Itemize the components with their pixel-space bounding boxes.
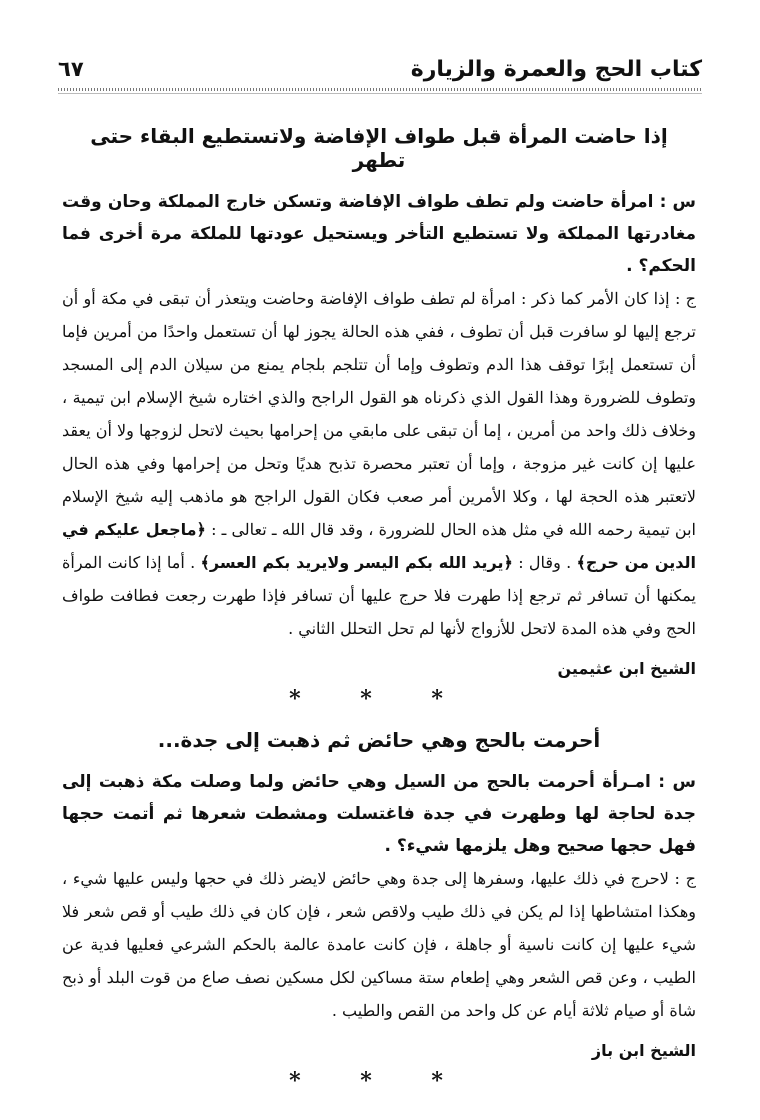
sheikh-attribution-2: الشيخ ابن باز xyxy=(591,1041,696,1060)
quran-verse-2: ﴿يريد الله بكم اليسر ولايريد بكم العسر﴾ xyxy=(200,553,513,572)
answer-1-text-a: ج : إذا كان الأمر كما ذكر : امرأة لم تطف طواف الإفاضة وحاضت ويتعذر أن تبقى في مكة أو أن ترجع إليها لو سافرت قبل أن تطوف ، ففي هذه الحالة يجوز لها أن تستعمل واحدًا من أمرين فإما أن تستعمل إبرًا توقف هذا الدم وتطوف وإما أن تتلجم بلجام يمنع من سيلان الدم إلى المسجد وتطوف للضرورة وهذا القول الذي ذكرناه هو القول الراجح والذي اختاره شيخ الإسلام ابن تيمية ، وخلاف ذلك واحد من أمرين ، إما أن تبقى على مابقي من إحرامها بحيث لاتحل لزوجها ولا أن يعقد عليها إن كانت غير مزوجة ، وإما أن تعتبر محصرة تذبح هديًا وتحل من إحرامها وفي هذه الحال لاتعتبر هذه الحجة لها ، وكلا الأمرين أمر صعب فكان القول الراجح هو ماذهب إليه شيخ الإسلام ابن تيمية رحمه الله في مثل هذه الحال للضرورة ، وقد قال الله ـ تعالى ـ : xyxy=(62,289,697,539)
question-1: س : امرأة حاضت ولم تطف طواف الإفاضة وتسكن خارج المملكة وحان وقت مغادرتها المملكة ولا تستطيع التأخر ويستحيل عودتها للملكة مرة أخرى فما الحكم؟ . xyxy=(62,192,696,276)
answer-1-text-c: . أما إذا كانت المرأة يمكنها أن تسافر ثم ترجع إذا طهرت فلا حرج عليها أن تسافر فإذا طهرت رجعت فطافت طواف الحج وفي هذه المدة لاتحل للأزواج لأنها لم تحل التحلل الثاني . xyxy=(62,553,696,638)
section-separator-1: * * * xyxy=(289,686,469,712)
section-separator-2: * * * xyxy=(289,1068,469,1094)
answer-2: ج : لاحرج في ذلك عليها، وسفرها إلى جدة وهي حائض لايضر ذلك في حجها وليس عليها شيء ، وهكذا امتشاطها إذا لم يكن في ذلك طيب ولاقص شعر ، فإن كان في ذلك طيب أو قص شعر فلا شيء عليها إن كانت ناسية أو جاهلة ، فإن كانت عامدة عالمة بالحكم الشرعي فعليها فدية عن الطيب ، وعن قص الشعر وهي إطعام ستة مساكين لكل مسكين نصف صاع من قوت البلد أو ذبح شاة أو صيام ثلاثة أيام عن كل واحد من القص والطيب . xyxy=(62,869,697,1020)
quran-verse-1: ﴿ماجعل عليكم في الدين من حرج﴾ xyxy=(62,520,697,572)
answer-1 xyxy=(62,282,696,645)
header-divider xyxy=(58,88,702,95)
page-header xyxy=(58,48,702,90)
question-2: س : امـرأة أحرمت بالحج من السيل وهي حائض ولما وصلت مكة ذهبت إلى جدة لحاجة لها وطهرت في جدة فاغتسلت ومشطت شعرها ثم أتمت حجها فهل حجها صحيح وهل يلزمها شيء؟ . xyxy=(62,772,696,856)
page-content xyxy=(62,108,696,1100)
section-title-2: أحرمت بالحج وهي حائض ثم ذهبت إلى جدة... xyxy=(157,728,601,752)
answer-1-text-b: . وقال : xyxy=(518,553,572,572)
section-title-1: إذا حاضت المرأة قبل طواف الإفاضة ولاتستطيع البقاء حتى تطهر xyxy=(90,124,668,172)
page-number: ٦٧ xyxy=(58,57,84,81)
sheikh-attribution-1: الشيخ ابن عثيمين xyxy=(557,659,696,678)
book-title: كتاب الحج والعمرة والزيارة xyxy=(410,56,702,82)
